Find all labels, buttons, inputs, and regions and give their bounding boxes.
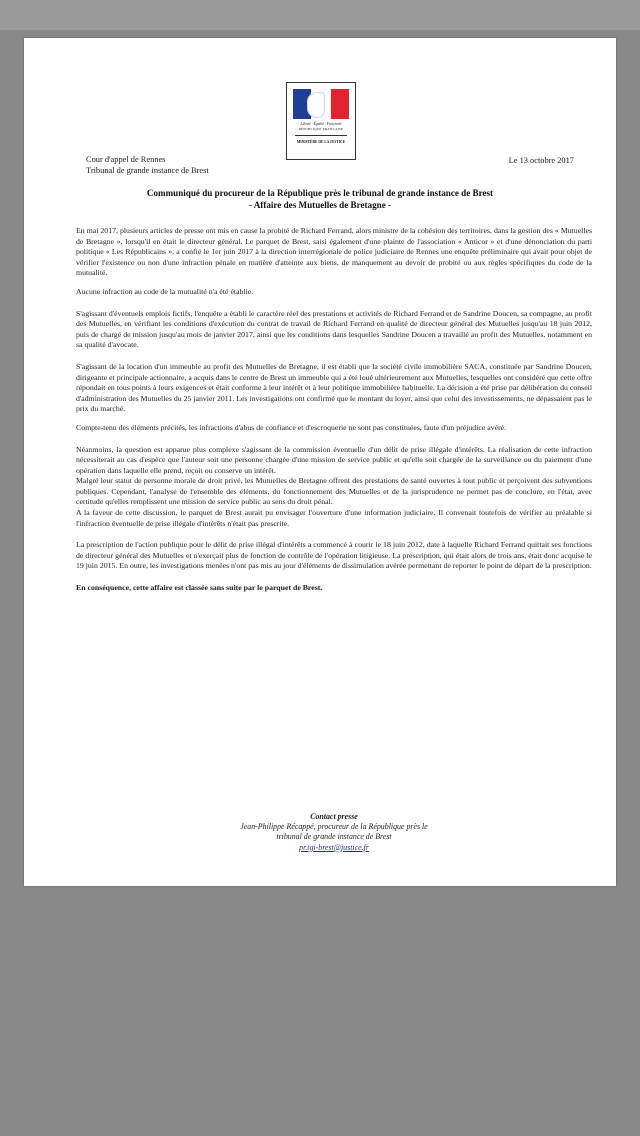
marianne-icon	[307, 92, 325, 118]
contact-email-link[interactable]: pr.tgi-brest@justice.fr	[299, 842, 369, 852]
logo-republic: RÉPUBLIQUE FRANÇAISE	[298, 127, 344, 131]
paragraph-mutualite: Aucune infraction au code de la mutualité n'a été établie.	[76, 286, 254, 296]
paragraph-intro: En mai 2017, plusieurs articles de presse ont mis en cause la probité de Richard Ferrand, alors ministre de la cohésion des territoires, dans la gestion des « Mutuelles de Bretagne », lorsqu'il en était le directeur général. Le parquet de Brest, saisi également d'une plainte de l'association « Anticor » et d'une dénonciation du parti politique « Les Républicains », a confié le 1er juin 2017 à la direction interrégionale de police judiciaire de Rennes une enquête préliminaire qui avait pour objet de vérifier l'existence ou non d'une infraction pénale en matière d'atteinte aux biens, de manquement au devoir de probité ou aux règles spécifiques du code de la mutualité.	[76, 226, 592, 278]
paragraph-statut: Malgré leur statut de personne morale de droit privé, les Mutuelles de Bretagne offrent des prestations de santé ouvertes à tout public et perçoivent des subventions publiques. Cependant, l'analyse de l'ensemble des éléments, du fonctionnement des Mutuelles et de la jurisprudence ne permet pas de conclure, en l'état, avec certitude qu'elles remplissent une mission de service public au sens du droit pénal.	[76, 476, 592, 507]
paragraph-emplois: S'agissant d'éventuels emplois fictifs, l'enquête a établi le caractère réel des prestations et activités de Richard Ferrand et de Sandrine Doucen, sa compagne, au profit des Mutuelles, en vérifiant les conditions d'exécution du contrat de travail de Richard Ferrand en qualité de directeur général des Mutuelles jusqu'au 18 juin 2012, puis de chargé de mission jusqu'au mois de janvier 2017, ainsi que les conditions dans lesquelles Sandrine Doucen a travaillé au profit des Mutuelles, notamment en sa qualité d'avocate.	[76, 308, 592, 350]
contact-line-1: Jean-Philippe Récappé, procureur de la République près le	[240, 822, 428, 832]
logo-divider	[295, 135, 347, 136]
republic-flag-icon	[293, 89, 349, 119]
title-line-1: Communiqué du procureur de la République près le tribunal de grande instance de Brest	[146, 188, 494, 198]
top-bar	[0, 0, 640, 30]
contact-title: Contact presse	[310, 812, 358, 821]
tribunal-name: Tribunal de grande instance de Brest	[86, 166, 209, 175]
ministry-logo	[286, 82, 356, 160]
paragraph-information: A la faveur de cette discussion, le parquet de Brest aurait pu envisager l'ouverture d'une information judiciaire. Il convenait toutefois de vérifier au préalable si l'infraction éventuelle de prise illégale d'intérêts n'était pas prescrite.	[76, 508, 592, 528]
paragraph-location: S'agissant de la location d'un immeuble au profit des Mutuelles de Bretagne, il est établi que la société civile immobilière SACA, constituée par Sandrine Doucen, dirigeante et principale actionnaire, a acquis dans le centre de Brest un immeuble qui a été loué ultérieurement aux Mutuelles, lesquelles ont considéré que cette offre répondait en tous points à leurs exigences et était conforme à leur intérêt et à leur politique immobilière habituelle. La décision a été prise par délibération du conseil d'administration des Mutuelles du 25 janvier 2011. Les investigations ont confirmé que le montant du loyer, ainsi que celui des investissements, ne dépassaient pas le prix du marché.	[76, 361, 592, 414]
document-date: Le 13 octobre 2017	[508, 156, 574, 165]
document-body	[76, 226, 592, 602]
document-page	[24, 38, 616, 886]
paragraph-abus: Compte-tenu des éléments précités, les infractions d'abus de confiance et d'escroquerie ne sont pas constituées, faute d'un préjudice avéré.	[76, 422, 507, 432]
logo-motto: Liberté · Égalité · Fraternité	[300, 122, 342, 126]
contact-line-2: tribunal de grande instance de Brest	[276, 832, 392, 842]
document-title	[64, 188, 576, 211]
paragraph-prescription: La prescription de l'action publique pour le délit de prise illégal d'intérêts a commencé à courir le 18 juin 2012, date à laquelle Richard Ferrand quittait ses fonctions de directeur général des Mutuelles et n'exerçait plus de fonction de contrôle de l'opération litigieuse. La prescription, qui était alors de trois ans, était donc acquise le 19 juin 2015. En outre, les investigations menées n'ont pas mis au jour d'éléments de dissimulation avérée permettant de reporter le point de départ de la prescription.	[76, 540, 592, 571]
court-name: Cour d'appel de Rennes	[86, 155, 166, 164]
issuer-block	[86, 154, 209, 176]
press-contact	[184, 812, 484, 853]
logo-ministry: MINISTÈRE DE LA JUSTICE	[296, 140, 346, 144]
paragraph-conclusion: En conséquence, cette affaire est classée sans suite par le parquet de Brest.	[76, 583, 323, 593]
title-line-2: - Affaire des Mutuelles de Bretagne -	[248, 199, 392, 210]
paragraph-prise-interets: Néanmoins, la question est apparue plus complexe s'agissant de la commission éventuelle d'un délit de prise illégale d'intérêts. La réalisation de cette infraction nécessiterait au cas d'espèce que l'auteur soit une personne chargée d'une mission de service public et qu'elle soit chargée de la surveillance ou du paiement d'une opération dans laquelle elle prend, reçoit ou conserve un intérêt.	[76, 444, 592, 475]
